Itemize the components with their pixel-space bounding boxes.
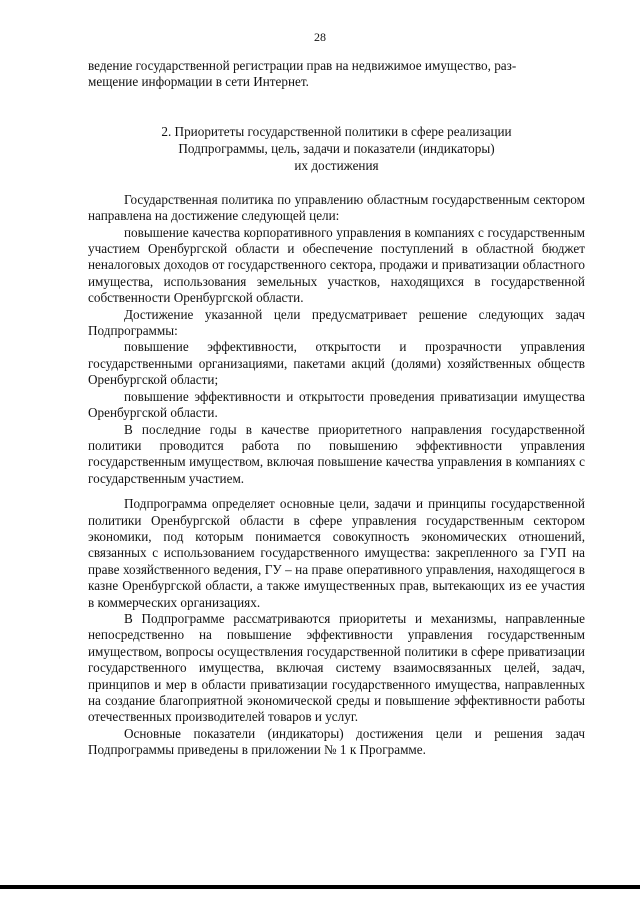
page-number: 28 <box>314 30 326 44</box>
paragraph-priority: В последние годы в качестве приоритетного направления государственной политики проводится работа по повышению эффективности управления государственным имуществом, включая повышение качества управления в компаниях с государственным участием. <box>88 421 585 486</box>
paragraph-goal: повышение качества корпоративного управления в компаниях с государственным участием Оренбургской области и обеспечение поступлений в областной бюджет неналоговых доходов от государственного сектора, продажи и приватизации областного имущества, использования земельных участков, находящихся в государственной собственности Оренбургской области. <box>88 224 585 306</box>
section-title: 2. Приоритеты государственной политики в сфере реализации Подпрограммы, цель, задачи и показатели (индикаторы) их достижения <box>161 123 512 173</box>
paragraph-goal-intro: Государственная политика по управлению областным государственным сектором направлена на достижение следующей цели: <box>88 191 585 224</box>
bottom-rule <box>0 885 640 889</box>
paragraph-task-2: повышение эффективности и открытости проведения приватизации имущества Оренбургской области. <box>88 388 585 421</box>
paragraph-tasks-intro: Достижение указанной цели предусматривает решение следующих задач Подпрограммы: <box>88 306 585 339</box>
paragraph-mechanisms: В Подпрограмме рассматриваются приоритеты и механизмы, направленные непосредственно на повышение эффективности управления государственным имуществом, вопросы осуществления государственной политики в сфере приватизации государственного имущества, включая систему взаимосвязанных целей, задач, принципов и мер в области приватизации государственного имущества, направленных на создание благоприятной экономической среды и повышение эффективности работы отечественных производителей товаров и услуг. <box>88 610 585 725</box>
paragraph-indicators: Основные показатели (индикаторы) достижения цели и решения задач Подпрограммы приведены в приложении № 1 к Программе. <box>88 725 585 758</box>
intro-paragraph: ведение государственной регистрации прав на недвижимое имущество, раз- мещение информации в сети Интернет. <box>88 58 517 90</box>
document-body <box>88 58 585 759</box>
paragraph-task-1: повышение эффективности, открытости и прозрачности управления государственными организациями, пакетами акций (долями) хозяйственных обществ Оренбургской области; <box>88 339 585 388</box>
paragraph-subprogram-scope: Подпрограмма определяет основные цели, задачи и принципы государственной политики Оренбургской области в сфере управления государственным сектором экономики, под которым понимается совокупность экономических отношений, связанных с использованием государственного имущества: закрепленного за ГУП на праве хозяйственного ведения, ГУ – на праве оперативного управления, находящегося в казне Оренбургской области, а также имущественных прав, вытекающих из ее участия в коммерческих организациях. <box>88 496 585 610</box>
